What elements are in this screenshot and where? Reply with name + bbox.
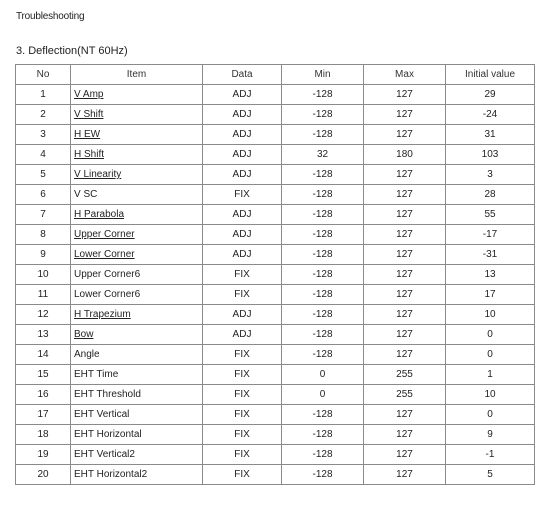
item-label: Upper Corner	[74, 229, 135, 240]
cell-initial-value: 10	[446, 385, 535, 405]
cell-min: -128	[282, 225, 364, 245]
cell-min: -128	[282, 445, 364, 465]
cell-data: ADJ	[203, 165, 282, 185]
cell-item	[71, 85, 203, 105]
cell-initial-value: 28	[446, 185, 535, 205]
cell-max: 127	[364, 85, 446, 105]
cell-no: 18	[16, 425, 71, 445]
cell-no: 14	[16, 345, 71, 365]
item-label: EHT Horizontal2	[74, 469, 148, 480]
cell-item	[71, 245, 203, 265]
column-header-min: Min	[282, 65, 364, 85]
cell-data: ADJ	[203, 325, 282, 345]
cell-min: -128	[282, 125, 364, 145]
cell-initial-value: 103	[446, 145, 535, 165]
cell-max: 255	[364, 365, 446, 385]
table-row	[16, 445, 535, 465]
item-label: H Trapezium	[74, 309, 131, 320]
cell-max: 127	[364, 465, 446, 485]
cell-data: FIX	[203, 365, 282, 385]
table-row	[16, 225, 535, 245]
cell-min: 0	[282, 385, 364, 405]
cell-initial-value: 1	[446, 365, 535, 385]
cell-initial-value: 5	[446, 465, 535, 485]
page-header-title: Troubleshooting	[16, 11, 85, 22]
table-row	[16, 185, 535, 205]
cell-no: 6	[16, 185, 71, 205]
cell-no: 10	[16, 265, 71, 285]
cell-min: -128	[282, 185, 364, 205]
cell-max: 127	[364, 125, 446, 145]
cell-max: 127	[364, 445, 446, 465]
cell-initial-value: 0	[446, 405, 535, 425]
cell-max: 127	[364, 185, 446, 205]
item-label: EHT Time	[74, 369, 119, 380]
cell-initial-value: 31	[446, 125, 535, 145]
table-row	[16, 325, 535, 345]
cell-data: FIX	[203, 465, 282, 485]
item-label: V SC	[74, 189, 98, 200]
cell-initial-value: 55	[446, 205, 535, 225]
cell-item	[71, 225, 203, 245]
cell-no: 5	[16, 165, 71, 185]
cell-max: 127	[364, 165, 446, 185]
table-row	[16, 405, 535, 425]
item-label: Bow	[74, 329, 94, 340]
table-row	[16, 425, 535, 445]
cell-no: 15	[16, 365, 71, 385]
cell-max: 127	[364, 265, 446, 285]
cell-item	[71, 365, 203, 385]
cell-min: -128	[282, 305, 364, 325]
cell-initial-value: -17	[446, 225, 535, 245]
cell-initial-value: -31	[446, 245, 535, 265]
cell-data: FIX	[203, 385, 282, 405]
cell-initial-value: 10	[446, 305, 535, 325]
table-row	[16, 165, 535, 185]
item-label: H Parabola	[74, 209, 125, 220]
item-label: Lower Corner6	[74, 289, 141, 300]
cell-min: -128	[282, 345, 364, 365]
column-header-max: Max	[364, 65, 446, 85]
cell-item	[71, 465, 203, 485]
column-header-initial-value: Initial value	[446, 65, 535, 85]
cell-item	[71, 125, 203, 145]
table-row	[16, 305, 535, 325]
cell-item	[71, 265, 203, 285]
column-header-no: No	[16, 65, 71, 85]
cell-max: 127	[364, 405, 446, 425]
item-label: V Amp	[74, 89, 104, 100]
cell-item	[71, 325, 203, 345]
cell-item	[71, 285, 203, 305]
cell-initial-value: -24	[446, 105, 535, 125]
cell-min: -128	[282, 85, 364, 105]
cell-max: 127	[364, 105, 446, 125]
column-header-data: Data	[203, 65, 282, 85]
cell-initial-value: 9	[446, 425, 535, 445]
table-header-row	[16, 65, 535, 85]
table-row	[16, 105, 535, 125]
item-label: Upper Corner6	[74, 269, 141, 280]
table-row	[16, 265, 535, 285]
cell-max: 255	[364, 385, 446, 405]
cell-min: 0	[282, 365, 364, 385]
cell-no: 3	[16, 125, 71, 145]
cell-min: 32	[282, 145, 364, 165]
cell-item	[71, 165, 203, 185]
table-row	[16, 85, 535, 105]
table-row	[16, 205, 535, 225]
cell-item	[71, 445, 203, 465]
item-label: EHT Vertical	[74, 409, 130, 420]
cell-item	[71, 185, 203, 205]
cell-max: 127	[364, 285, 446, 305]
section-title: 3. Deflection(NT 60Hz)	[16, 45, 128, 57]
cell-data: FIX	[203, 345, 282, 365]
table-row	[16, 385, 535, 405]
cell-initial-value: 29	[446, 85, 535, 105]
cell-max: 127	[364, 345, 446, 365]
table-row	[16, 285, 535, 305]
cell-data: ADJ	[203, 305, 282, 325]
cell-min: -128	[282, 325, 364, 345]
cell-data: ADJ	[203, 245, 282, 265]
table-row	[16, 145, 535, 165]
cell-no: 13	[16, 325, 71, 345]
cell-no: 16	[16, 385, 71, 405]
cell-data: ADJ	[203, 125, 282, 145]
cell-initial-value: 13	[446, 265, 535, 285]
cell-no: 11	[16, 285, 71, 305]
cell-data: FIX	[203, 285, 282, 305]
cell-initial-value: -1	[446, 445, 535, 465]
item-label: EHT Horizontal	[74, 429, 142, 440]
cell-item	[71, 385, 203, 405]
cell-no: 1	[16, 85, 71, 105]
cell-max: 127	[364, 205, 446, 225]
cell-data: FIX	[203, 405, 282, 425]
column-header-item: Item	[71, 65, 203, 85]
cell-max: 127	[364, 325, 446, 345]
cell-no: 17	[16, 405, 71, 425]
cell-data: ADJ	[203, 205, 282, 225]
item-label: EHT Threshold	[74, 389, 141, 400]
cell-min: -128	[282, 465, 364, 485]
cell-no: 4	[16, 145, 71, 165]
table-row	[16, 245, 535, 265]
cell-no: 20	[16, 465, 71, 485]
cell-no: 12	[16, 305, 71, 325]
cell-item	[71, 305, 203, 325]
cell-data: ADJ	[203, 85, 282, 105]
cell-min: -128	[282, 285, 364, 305]
cell-item	[71, 425, 203, 445]
cell-max: 127	[364, 245, 446, 265]
cell-no: 19	[16, 445, 71, 465]
item-label: V Shift	[74, 109, 104, 120]
cell-initial-value: 0	[446, 345, 535, 365]
cell-data: FIX	[203, 425, 282, 445]
cell-data: FIX	[203, 185, 282, 205]
cell-item	[71, 405, 203, 425]
cell-data: ADJ	[203, 225, 282, 245]
item-label: H Shift	[74, 149, 105, 160]
cell-no: 8	[16, 225, 71, 245]
cell-item	[71, 205, 203, 225]
cell-min: -128	[282, 105, 364, 125]
cell-max: 127	[364, 225, 446, 245]
cell-no: 2	[16, 105, 71, 125]
table-body	[16, 85, 535, 485]
table-row	[16, 345, 535, 365]
cell-min: -128	[282, 405, 364, 425]
cell-data: ADJ	[203, 145, 282, 165]
cell-max: 127	[364, 425, 446, 445]
cell-max: 180	[364, 145, 446, 165]
cell-item	[71, 345, 203, 365]
cell-data: FIX	[203, 265, 282, 285]
item-label: Lower Corner	[74, 249, 135, 260]
cell-item	[71, 105, 203, 125]
cell-item	[71, 145, 203, 165]
cell-no: 7	[16, 205, 71, 225]
item-label: H EW	[74, 129, 101, 140]
cell-max: 127	[364, 305, 446, 325]
cell-data: ADJ	[203, 105, 282, 125]
cell-data: FIX	[203, 445, 282, 465]
item-label: EHT Vertical2	[74, 449, 135, 460]
cell-initial-value: 17	[446, 285, 535, 305]
deflection-table	[15, 64, 535, 485]
item-label: V Linearity	[74, 169, 122, 180]
cell-min: -128	[282, 425, 364, 445]
cell-no: 9	[16, 245, 71, 265]
table-row	[16, 365, 535, 385]
item-label: Angle	[74, 349, 100, 360]
cell-min: -128	[282, 265, 364, 285]
cell-min: -128	[282, 205, 364, 225]
cell-min: -128	[282, 165, 364, 185]
cell-initial-value: 0	[446, 325, 535, 345]
cell-min: -128	[282, 245, 364, 265]
cell-initial-value: 3	[446, 165, 535, 185]
table-row	[16, 125, 535, 145]
table-row	[16, 465, 535, 485]
